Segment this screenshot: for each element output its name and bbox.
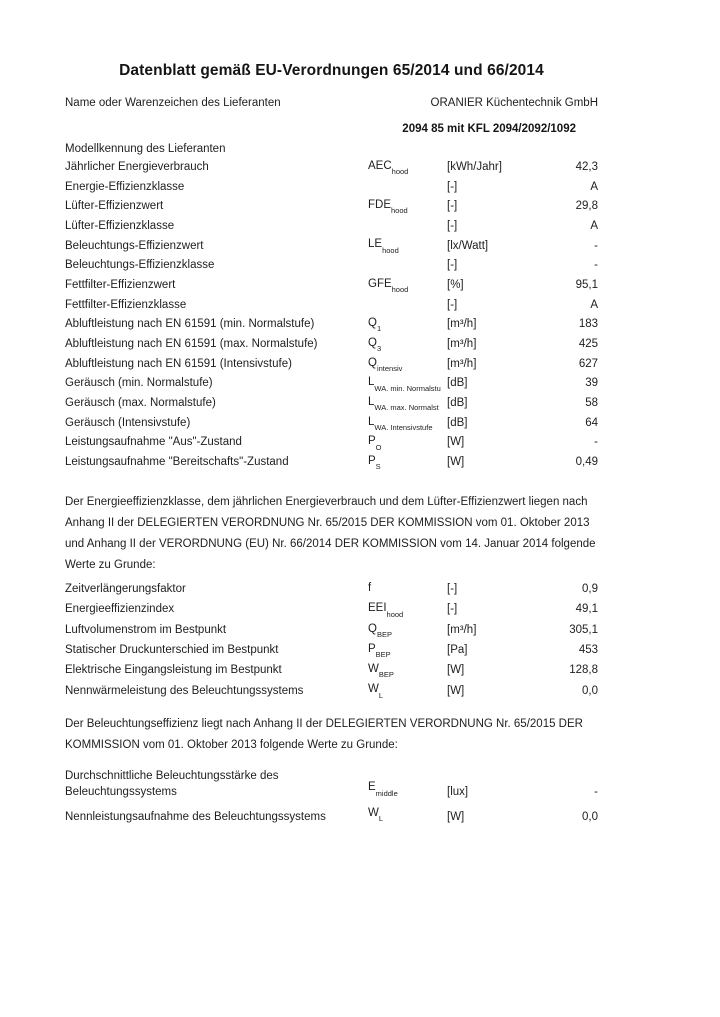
row-unit: [m³/h] (447, 338, 477, 351)
symbol-base: GFE (368, 277, 392, 290)
row-symbol (368, 337, 447, 351)
regulation-note-1: Der Energieeffizienzklasse, dem jährlichen Energieverbrauch und dem Lüfter-Effizienzwert liegen nach Anhang II der DELEGIERTEN VERORDNUNG Nr. 65/2015 DER KOMMISSION vom 01. Oktober 2013 und Anhang II der VERORDNUNG (EU) Nr. 66/2014 DER KOMMISSION vom 14. Januar 2014 folgende Werte zu Grunde: (65, 496, 596, 571)
spec-table-main (65, 157, 598, 472)
symbol-subscript: WA, min. Normalstu (374, 383, 441, 391)
row-symbol (368, 416, 447, 430)
row-label: Abluftleistung nach EN 61591 (min. Normalstufe) (65, 318, 315, 331)
row-symbol (368, 317, 447, 331)
row-value: A (590, 298, 598, 311)
symbol-subscript: intensiv (376, 363, 403, 371)
table-row (65, 374, 598, 394)
symbol-base: P (368, 435, 376, 448)
row-unit: [lx/Watt] (447, 239, 489, 252)
row-unit: [W] (447, 811, 465, 824)
model-value: 2094 85 mit KFL 2094/2092/1092 (402, 123, 576, 135)
row-symbol (368, 805, 447, 825)
table-row (65, 315, 598, 335)
symbol-base: W (368, 806, 379, 819)
row-value: 95,1 (575, 278, 598, 291)
symbol-base: Q (368, 356, 377, 369)
row-label: Beleuchtungs-Effizienzwert (65, 239, 204, 252)
symbol-subscript: WA, Intensivstufe (374, 422, 433, 430)
table-row (65, 660, 598, 680)
table-row (65, 579, 598, 599)
row-unit: [Pa] (447, 644, 468, 657)
row-unit: [W] (447, 664, 465, 677)
symbol-subscript: hood (391, 166, 409, 174)
symbol-subscript: hood (386, 609, 404, 617)
row-label: Fettfilter-Effizienzklasse (65, 298, 187, 311)
row-label: Geräusch (Intensivstufe) (65, 416, 191, 429)
row-symbol (368, 199, 447, 213)
symbol-subscript: O (375, 442, 382, 450)
row-unit: [-] (447, 603, 458, 616)
row-unit: [-] (447, 200, 458, 213)
row-unit: [W] (447, 436, 465, 449)
model-label: Modellkennung des Lieferanten (65, 143, 226, 155)
row-symbol (368, 582, 447, 596)
row-value: 29,8 (575, 200, 598, 213)
row-label: Fettfilter-Effizienzwert (65, 278, 176, 291)
row-unit: [-] (447, 298, 458, 311)
row-symbol (368, 643, 447, 657)
row-unit: [m³/h] (447, 318, 477, 331)
row-label: Energie-Effizienzklasse (65, 180, 185, 193)
symbol-base: f (368, 582, 372, 594)
row-symbol (368, 455, 447, 469)
supplier-label: Name oder Warenzeichen des Lieferanten (65, 97, 281, 109)
symbol-subscript: hood (391, 285, 409, 293)
symbol-subscript: 3 (376, 344, 382, 352)
table-row (65, 334, 598, 354)
symbol-subscript: S (375, 462, 381, 470)
table-row (65, 216, 598, 236)
row-value: 0,49 (575, 456, 598, 469)
symbol-subscript: hood (391, 206, 408, 214)
row-unit: [dB] (447, 416, 468, 429)
symbol-subscript: 1 (376, 324, 382, 332)
row-label: Statischer Druckunterschied im Bestpunkt (65, 644, 279, 657)
row-value: 425 (578, 338, 598, 351)
table-row (65, 393, 598, 413)
row-unit: [m³/h] (447, 623, 477, 636)
row-label: Leistungsaufnahme "Aus"-Zustand (65, 436, 242, 449)
row-symbol (368, 623, 447, 637)
symbol-base: W (368, 663, 379, 676)
table-row (65, 177, 598, 197)
row-symbol (368, 602, 447, 616)
row-value: 128,8 (569, 664, 598, 677)
symbol-base: AEC (368, 159, 392, 172)
datasheet-content (65, 62, 598, 825)
row-label: Leistungsaufnahme "Bereitschafts"-Zustand (65, 456, 289, 469)
row-label: Abluftleistung nach EN 61591 (Intensivstufe) (65, 357, 292, 370)
symbol-subscript: middle (375, 788, 398, 798)
row-unit: [-] (447, 180, 458, 193)
row-value: 64 (585, 416, 598, 429)
table-row (65, 413, 598, 433)
row-label: Luftvolumenstrom im Bestpunkt (65, 623, 227, 636)
symbol-base: L (368, 415, 375, 428)
table-row (65, 640, 598, 660)
symbol-subscript: L (378, 814, 384, 824)
row-unit: [W] (447, 684, 465, 697)
row-unit: [-] (447, 583, 458, 596)
row-symbol (368, 376, 447, 390)
row-unit: [dB] (447, 377, 468, 390)
symbol-base: W (368, 683, 379, 696)
row-label: Lüfter-Effizienzwert (65, 200, 164, 213)
symbol-base: P (368, 642, 376, 655)
row-symbol (368, 435, 447, 449)
row-symbol (368, 663, 447, 677)
row-value: 0,0 (582, 811, 598, 824)
row-unit: [%] (447, 278, 464, 291)
row-value: 0,9 (582, 583, 598, 596)
symbol-subscript: WA, max. Normalst (374, 403, 439, 411)
row-unit: [dB] (447, 397, 468, 410)
row-value: - (594, 785, 598, 798)
row-label: Abluftleistung nach EN 61591 (max. Normalstufe) (65, 338, 318, 351)
row-value: 305,1 (569, 623, 598, 636)
row-unit: [lux] (447, 785, 469, 798)
table-row (65, 805, 598, 825)
symbol-subscript: BEP (375, 650, 391, 658)
row-label: Lüfter-Effizienzklasse (65, 219, 175, 232)
symbol-base: L (368, 395, 375, 408)
table-row (65, 680, 598, 700)
table-row (65, 768, 598, 800)
model-row (65, 123, 598, 156)
row-unit: [-] (447, 259, 458, 272)
row-symbol (368, 278, 447, 292)
row-symbol (368, 779, 447, 799)
table-row (65, 452, 598, 472)
spec-table-lighting (65, 768, 598, 825)
row-symbol (368, 160, 447, 174)
row-label: Geräusch (max. Normalstufe) (65, 397, 216, 410)
symbol-base: Q (368, 336, 377, 349)
row-unit: [m³/h] (447, 357, 477, 370)
table-row (65, 599, 598, 619)
row-symbol (368, 396, 447, 410)
supplier-row (65, 97, 598, 109)
row-value: 627 (578, 357, 598, 370)
row-label: Geräusch (min. Normalstufe) (65, 377, 213, 390)
regulation-note-2: Der Beleuchtungseffizienz liegt nach Anhang II der DELEGIERTEN VERORDNUNG Nr. 65/2015 DER KOMMISSION vom 01. Oktober 2013 folgende Werte zu Grunde: (65, 717, 583, 751)
row-value: 183 (578, 318, 598, 331)
row-label: Zeitverlängerungsfaktor (65, 583, 186, 596)
row-value: 0,0 (582, 684, 598, 697)
row-value: A (590, 180, 598, 193)
table-row (65, 433, 598, 453)
symbol-base: Q (368, 622, 377, 635)
table-row (65, 354, 598, 374)
table-row (65, 620, 598, 640)
row-label: Elektrische Eingangsleistung im Bestpunkt (65, 664, 282, 677)
row-value: - (594, 436, 598, 449)
page-title: Datenblatt gemäß EU-Verordnungen 65/2014 und 66/2014 (119, 62, 544, 79)
symbol-base: Q (368, 317, 377, 330)
row-label: Jährlicher Energieverbrauch (65, 160, 209, 173)
symbol-subscript: BEP (378, 670, 394, 678)
table-row (65, 255, 598, 275)
row-label: Durchschnittliche Beleuchtungsstärke des Beleuchtungssystems (65, 769, 279, 798)
row-label: Beleuchtungs-Effizienzklasse (65, 259, 215, 272)
row-value: - (594, 259, 598, 272)
row-value: 453 (578, 644, 598, 657)
table-row (65, 236, 598, 256)
row-value: 39 (585, 377, 598, 390)
supplier-value: ORANIER Küchentechnik GmbH (430, 97, 598, 109)
symbol-base: E (368, 781, 376, 794)
row-symbol (368, 238, 447, 252)
row-unit: [-] (447, 219, 458, 232)
row-unit: [kWh/Jahr] (447, 160, 502, 173)
row-label: Nennleistungsaufnahme des Beleuchtungssystems (65, 811, 326, 824)
row-value: - (594, 239, 598, 252)
row-symbol (368, 683, 447, 697)
table-row (65, 295, 598, 315)
symbol-subscript: L (378, 690, 384, 698)
row-label: Nennwärmeleistung des Beleuchtungssystems (65, 684, 304, 697)
table-row (65, 157, 598, 177)
row-label: Energieeffizienzindex (65, 603, 175, 616)
symbol-subscript: hood (382, 245, 399, 253)
table-row (65, 196, 598, 216)
symbol-base: L (368, 376, 375, 389)
symbol-base: P (368, 455, 376, 467)
symbol-base: FDE (368, 199, 391, 212)
table-row (65, 275, 598, 295)
row-value: 58 (585, 397, 598, 410)
row-value: 49,1 (575, 603, 598, 616)
row-value: 42,3 (575, 160, 598, 173)
row-symbol (368, 357, 447, 371)
symbol-base: LE (368, 238, 383, 251)
symbol-subscript: BEP (376, 629, 392, 637)
symbol-base: EEI (368, 602, 387, 615)
spec-table-bestpoint (65, 579, 598, 701)
row-unit: [W] (447, 456, 465, 469)
row-value: A (590, 219, 598, 232)
